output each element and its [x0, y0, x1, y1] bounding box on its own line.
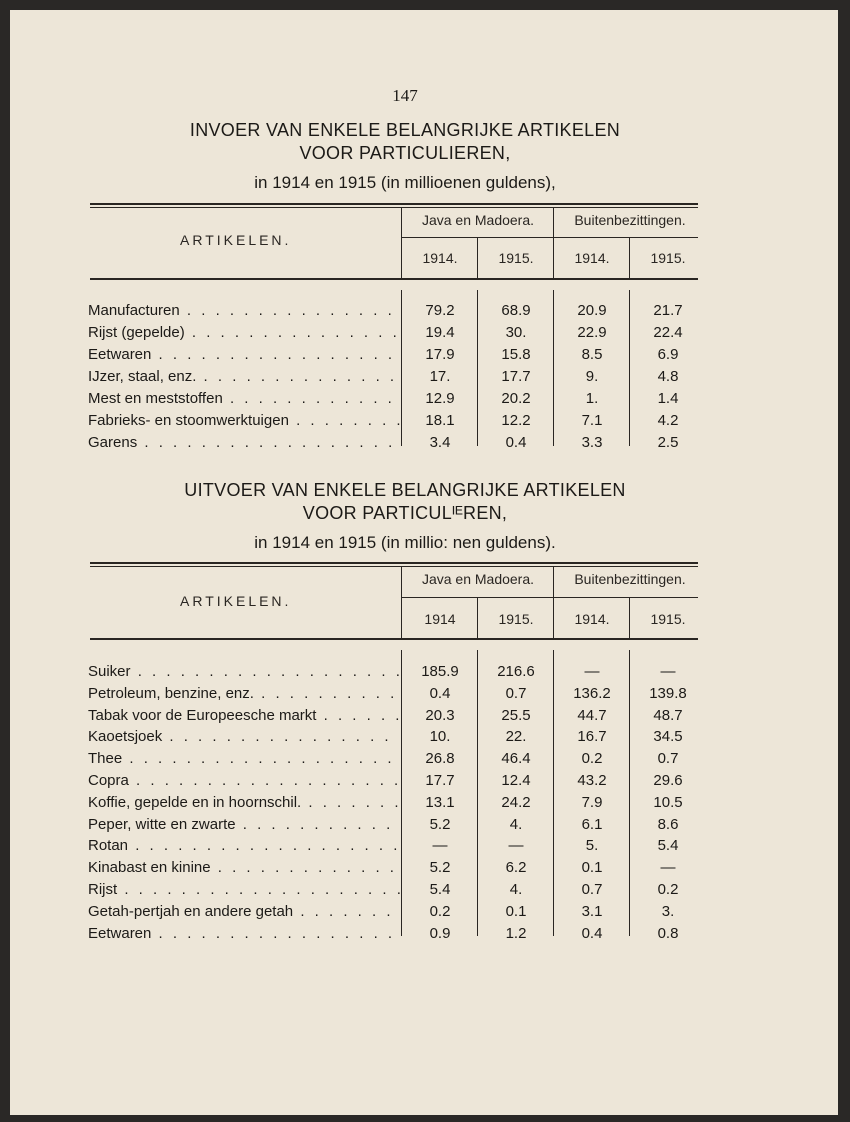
value-java-1915: 6.2 [505, 859, 527, 877]
value-buiten-1914: 0.4 [581, 924, 603, 942]
value-buiten-1914: 3.3 [581, 434, 603, 451]
value-java-1914: 12.9 [425, 390, 455, 407]
value-buiten-1914: 43.2 [577, 772, 607, 789]
table1-year-header: 1915. [498, 250, 534, 266]
value-buiten-1915: 0.7 [657, 750, 679, 768]
row-label: Fabrieks- en stoomwerktuigen . . . [88, 412, 400, 429]
value-java-1914: 17.9 [425, 346, 455, 363]
row-label: Eetwaren . . . [88, 925, 400, 942]
value-java-1914: 20.3 [425, 706, 455, 724]
table1-title-line2: VOOR PARTICULIEREN, [299, 143, 511, 163]
table-row [10, 302, 838, 324]
table1-year-header: 1915. [650, 250, 686, 266]
table-row [10, 685, 838, 707]
row-label: Koffie, gepelde en in hoornschil. . . . [88, 794, 400, 811]
value-java-1915: 68.9 [501, 302, 531, 319]
value-java-1914: 19.4 [425, 324, 455, 341]
table2-year-header: 1914. [574, 611, 610, 627]
value-buiten-1914: 16.7 [577, 728, 607, 746]
row-label: Petroleum, benzine, enz. . . . [88, 685, 400, 702]
table1-group-buiten: Buitenbezittingen. [574, 212, 686, 228]
value-java-1914: 10. [429, 728, 451, 746]
value-java-1914: 0.4 [429, 684, 451, 702]
table2-vrule [477, 598, 478, 638]
value-buiten-1915: 139.8 [649, 684, 687, 702]
value-buiten-1915: 4.8 [657, 368, 679, 385]
value-java-1915: 24.2 [501, 793, 531, 811]
value-buiten-1914: 0.7 [581, 881, 603, 898]
value-buiten-1914: 44.7 [577, 706, 607, 724]
value-java-1914: 17.7 [425, 772, 455, 789]
table1-top-rule-thin [90, 207, 698, 208]
value-buiten-1914: 1. [585, 390, 599, 407]
table2-title-line2: VOOR PARTICULᴵᴱREN, [302, 503, 508, 523]
table1-subtitle: in 1914 en 1915 (in millioenen guldens), [254, 173, 556, 192]
row-label: Rotan . . . [88, 837, 400, 854]
table-row [10, 434, 838, 456]
table1-vrule [629, 238, 630, 278]
table-row [10, 794, 838, 816]
value-buiten-1915: — [660, 859, 676, 877]
row-label: Eetwaren . . . [88, 346, 400, 363]
value-java-1915: 0.4 [505, 434, 527, 451]
table-row [10, 346, 838, 368]
row-label: Kaoetsjoek . . . [88, 728, 400, 745]
value-java-1914: 5.2 [429, 815, 451, 833]
value-buiten-1914: 8.5 [581, 346, 603, 363]
value-java-1914: 79.2 [425, 302, 455, 319]
value-buiten-1914: 3.1 [581, 902, 603, 920]
value-java-1915: 4. [509, 815, 523, 833]
table1-header-rule [90, 278, 698, 280]
value-buiten-1914: 9. [585, 368, 599, 385]
value-buiten-1915: 22.4 [653, 324, 683, 341]
value-buiten-1914: — [584, 663, 600, 680]
value-buiten-1915: 0.8 [657, 924, 679, 942]
value-buiten-1914: 0.2 [581, 750, 603, 768]
value-java-1915: 0.7 [505, 684, 527, 702]
table-row [10, 881, 838, 903]
value-java-1915: 12.4 [501, 772, 531, 789]
row-label: Getah-pertjah en andere getah . . . [88, 903, 400, 920]
table1-group-rule [402, 237, 698, 238]
table-row [10, 324, 838, 346]
value-java-1914: 0.9 [429, 924, 451, 942]
row-label: Rijst (gepelde) . . . [88, 324, 400, 341]
table1-vrule [401, 208, 402, 278]
table-row [10, 368, 838, 390]
table-row [10, 663, 838, 685]
table-row [10, 412, 838, 434]
value-buiten-1915: 3. [661, 902, 675, 920]
row-label: Garens . . . [88, 434, 400, 451]
table-row [10, 837, 838, 859]
value-buiten-1915: 4.2 [657, 412, 679, 429]
document-page [10, 10, 838, 1115]
table1-col-header-artikelen: ARTIKELEN. [180, 232, 292, 248]
row-label: Tabak voor de Europeesche markt . . . [88, 707, 400, 724]
value-java-1915: 46.4 [501, 750, 531, 768]
value-java-1914: 0.2 [429, 902, 451, 920]
table1-top-rule [90, 203, 698, 205]
row-label: Mest en meststoffen . . . [88, 390, 400, 407]
row-label: Peper, witte en zwarte . . . [88, 816, 400, 833]
table2-group-buiten: Buitenbezittingen. [574, 571, 686, 587]
value-java-1915: 17.7 [501, 368, 531, 385]
row-label: IJzer, staal, enz. . . . [88, 368, 400, 385]
row-label: Copra . . . [88, 772, 400, 789]
value-buiten-1915: 8.6 [657, 815, 679, 833]
value-buiten-1915: 5.4 [657, 837, 679, 855]
value-buiten-1915: 0.2 [657, 881, 679, 898]
value-buiten-1914: 7.9 [581, 793, 603, 811]
table2-top-rule-thin [90, 566, 698, 567]
value-buiten-1915: 6.9 [657, 346, 679, 363]
table2-top-rule [90, 562, 698, 564]
table-row [10, 728, 838, 750]
value-buiten-1914: 7.1 [581, 412, 603, 429]
table-row [10, 707, 838, 729]
row-label: Kinabast en kinine . . . [88, 859, 400, 876]
table-row [10, 750, 838, 772]
table-row [10, 772, 838, 794]
table-row [10, 816, 838, 838]
value-java-1915: 25.5 [501, 706, 531, 724]
value-java-1914: 13.1 [425, 793, 455, 811]
table1-year-header: 1914. [422, 250, 458, 266]
row-label: Suiker . . . [88, 663, 400, 680]
table2-vrule [553, 567, 554, 638]
table-row [10, 903, 838, 925]
value-buiten-1914: 6.1 [581, 815, 603, 833]
table1-vrule [477, 238, 478, 278]
value-buiten-1915: 10.5 [653, 793, 683, 811]
table-row [10, 925, 838, 947]
value-buiten-1914: 0.1 [581, 859, 603, 877]
value-java-1915: 22. [505, 728, 527, 746]
row-label: Manufacturen . . . [88, 302, 400, 319]
value-buiten-1915: 34.5 [653, 728, 683, 746]
value-buiten-1915: 29.6 [653, 772, 683, 789]
page-number: 147 [392, 86, 418, 105]
table2-year-header: 1915. [498, 611, 534, 627]
value-java-1915: 0.1 [505, 902, 527, 920]
value-java-1915: — [508, 837, 524, 855]
table2-subtitle: in 1914 en 1915 (in millio: nen guldens). [254, 533, 556, 552]
table2-vrule [401, 567, 402, 638]
table2-year-header: 1914 [424, 611, 456, 627]
value-java-1914: 185.9 [421, 663, 459, 680]
value-java-1915: 30. [505, 324, 527, 341]
table2-title-line1: UITVOER VAN ENKELE BELANGRIJKE ARTIKELEN [184, 480, 626, 500]
value-buiten-1914: 22.9 [577, 324, 607, 341]
table2-group-rule [402, 597, 698, 598]
table1-group-java: Java en Madoera. [421, 212, 535, 228]
table2-year-header: 1915. [650, 611, 686, 627]
value-java-1914: 26.8 [425, 750, 455, 768]
table1-year-header: 1914. [574, 250, 610, 266]
value-buiten-1915: — [660, 663, 676, 680]
value-buiten-1915: 21.7 [653, 302, 683, 319]
value-java-1915: 12.2 [501, 412, 531, 429]
row-label: Rijst . . . [88, 881, 400, 898]
value-java-1915: 1.2 [505, 924, 527, 942]
value-java-1915: 15.8 [501, 346, 531, 363]
value-buiten-1915: 48.7 [653, 706, 683, 724]
value-java-1915: 20.2 [501, 390, 531, 407]
value-java-1914: 5.4 [429, 881, 451, 898]
table2-vrule [629, 598, 630, 638]
value-java-1915: 216.6 [497, 663, 535, 680]
table2-group-java: Java en Madoera. [421, 571, 535, 587]
table2-col-header-artikelen: ARTIKELEN. [180, 593, 292, 609]
value-java-1914: 5.2 [429, 859, 451, 877]
value-java-1914: — [432, 837, 448, 855]
value-java-1914: 18.1 [425, 412, 455, 429]
value-java-1914: 3.4 [429, 434, 451, 451]
table1-vrule [553, 208, 554, 278]
value-buiten-1915: 2.5 [657, 434, 679, 451]
value-buiten-1914: 136.2 [573, 684, 611, 702]
row-label: Thee . . . [88, 750, 400, 767]
value-buiten-1915: 1.4 [657, 390, 679, 407]
table-row [10, 390, 838, 412]
value-java-1914: 17. [429, 368, 451, 385]
table2-header-rule [90, 638, 698, 640]
table1-title-line1: INVOER VAN ENKELE BELANGRIJKE ARTIKELEN [189, 120, 621, 140]
value-java-1915: 4. [509, 881, 523, 898]
value-buiten-1914: 5. [585, 837, 599, 855]
value-buiten-1914: 20.9 [577, 302, 607, 319]
table-row [10, 859, 838, 881]
